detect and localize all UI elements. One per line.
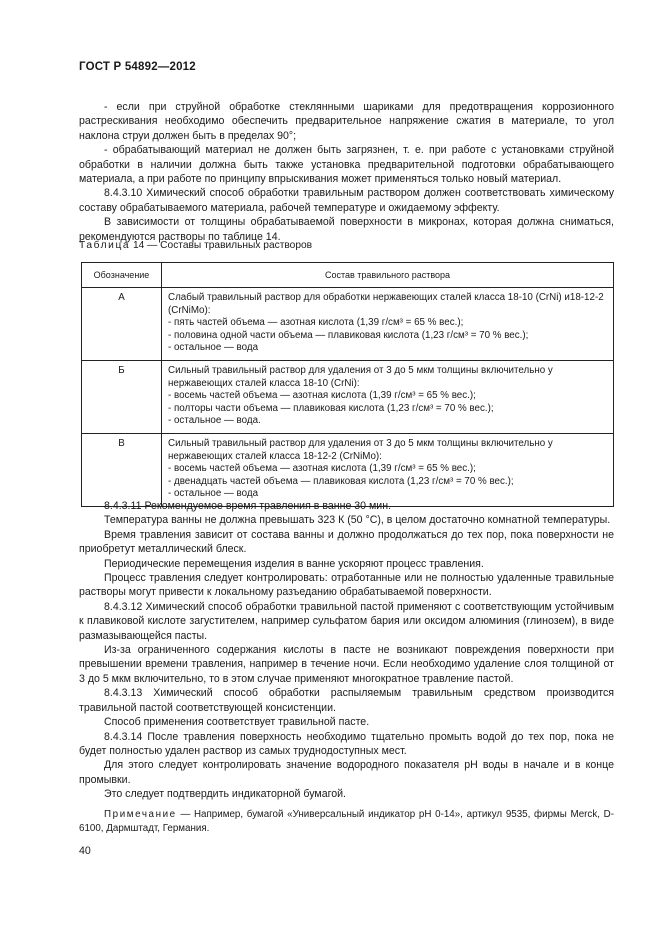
composition-line: - восемь частей объема — азотная кислота (1,39 г/см³ = 65 % вес.); xyxy=(168,390,476,402)
composition-line: - половина одной части объема — плавиковая кислота (1,23 г/см³ = 70 % вес.); xyxy=(168,329,529,341)
table-caption-prefix: Таблица xyxy=(79,240,131,251)
designation-cell: Б xyxy=(82,360,162,433)
table-row xyxy=(82,288,614,361)
composition-line: - двенадцать частей объема — плавиковая кислота (1,23 г/см³ = 70 % вес.); xyxy=(168,475,514,487)
paragraph: Для этого следует контролировать значение водородного показателя рН воды в начале и в конце промывки. xyxy=(79,759,614,786)
table-row xyxy=(82,433,614,506)
paragraph: Время травления зависит от состава ванны и должно продолжаться до тех пор, пока поверхности не приобретут металлический блеск. xyxy=(79,528,614,556)
table-caption xyxy=(79,240,312,251)
table-caption-text: 14 — Составы травильных растворов xyxy=(130,240,313,251)
composition-line: - полторы части объема — плавиковая кислота (1,23 г/см³ = 70 % вес.); xyxy=(168,402,494,414)
paragraph: Способ применения соответствует травильной пасте. xyxy=(104,716,370,729)
header-designation: Обозначение xyxy=(82,263,162,288)
table-row xyxy=(82,360,614,433)
composition-cell xyxy=(162,288,614,361)
composition-cell xyxy=(162,360,614,433)
paragraph: 8.4.3.11 Рекомендуемое время травления в ванне 30 мин. xyxy=(104,500,392,512)
paragraph: - обрабатывающий материал не должен быть загрязнен, т. е. при работе с установками струйной обработки в наличии должна быть также установка предварительной подготовки обрабатывающего материала, а при работе по принципу впрыскивания может применяться только новый материал. xyxy=(79,144,614,186)
etching-solutions-table xyxy=(81,262,614,507)
paragraph: Температура ванны не должна превышать 323 К (50 °С), в целом достаточно комнатной температуры. xyxy=(104,514,611,527)
paragraph: 8.4.3.14 После травления поверхность необходимо тщательно промыть водой до тех пор, пока не будет полностью удален раствор из самых труднодоступных мест. xyxy=(79,730,614,757)
note-paragraph xyxy=(79,808,614,835)
note-label: Примечание xyxy=(104,809,177,820)
paragraph: 8.4.3.13 Химический способ обработки распыляемым травильным средством производится травильной пастой соответствующей консистенции. xyxy=(79,687,614,714)
header-composition: Состав травильного раствора xyxy=(162,263,614,288)
composition-line: - восемь частей объема — азотная кислота (1,39 г/см³ = 65 % вес.); xyxy=(168,463,476,475)
designation-cell: В xyxy=(82,433,162,506)
page-header: ГОСТ Р 54892—2012 xyxy=(79,61,196,73)
designation-cell: А xyxy=(82,288,162,361)
paragraph: 8.4.3.10 Химический способ обработки травильным раствором должен соответствовать химическому составу обрабатываемого материала, рабочей температуре и ожидаемому эффекту. xyxy=(79,187,614,214)
paragraph: В зависимости от толщины обрабатываемой поверхности в микронах, которая должна сниматься, рекомендуются растворы по таблице 14. xyxy=(79,216,614,243)
composition-line: Сильный травильный раствор для удаления от 3 до 5 мкм толщины включительно у нержавеющих сталей класса 18-12-2 (CrNiMo): xyxy=(168,437,553,462)
table-header-row xyxy=(82,263,614,288)
bottom-text xyxy=(79,499,614,802)
note xyxy=(79,808,614,835)
paragraph: Процесс травления следует контролировать: отработанные или не полностью удаленные травильные растворы могут привести к локальному разъеданию обрабатываемой поверхности. xyxy=(79,572,614,599)
composition-line: - остальное — вода xyxy=(168,342,259,354)
composition-line: Сильный травильный раствор для удаления от 3 до 5 мкм толщины включительно у нержавеющих сталей класса 18-10 (CrNi): xyxy=(168,364,553,389)
composition-line: - остальное — вода xyxy=(168,488,259,500)
paragraph: Периодические перемещения изделия в ванне ускоряют процесс травления. xyxy=(104,557,484,570)
paragraph: Это следует подтвердить индикаторной бумагой. xyxy=(104,788,346,801)
paragraph: - если при струйной обработке стеклянными шариками для предотвращения коррозионного растрескивания необходимо обеспечить предварительное напряжение сжатия в материале, то угол наклона струи должен быть в пределах 90°; xyxy=(79,101,614,142)
page-number: 40 xyxy=(79,845,91,857)
composition-line: Слабый травильный раствор для обработки нержавеющих сталей класса 18-10 (CrNi) и18-12-2 (CrNiMo): xyxy=(168,292,604,316)
composition-line: - пять частей объема — азотная кислота (1,39 г/см³ = 65 % вес.); xyxy=(168,317,464,329)
composition-line: - остальное — вода. xyxy=(168,415,261,427)
top-text xyxy=(79,100,614,244)
note-text: — Например, бумагой «Универсальный индикатор рН 0-14», артикул 9535, фирмы Merck, D-6100, Дармштадт, Германия. xyxy=(79,809,614,834)
composition-cell xyxy=(162,433,614,506)
paragraph: Из-за ограниченного содержания кислоты в пасте не возникают повреждения поверхности при превышении времени травления, например в течение ночи. Если необходимо удаление слоя толщиной от 3 до 5 мкм включительно, то в этом случае применяют многократное травление пастой. xyxy=(79,644,614,685)
paragraph: 8.4.3.12 Химический способ обработки травильной пастой применяют с соответствующим устойчивым к плавиковой кислоте загустителем, например сульфатом бария или оксидом алюминия (глинозем), в виде размазывающейся пасты. xyxy=(79,600,614,642)
